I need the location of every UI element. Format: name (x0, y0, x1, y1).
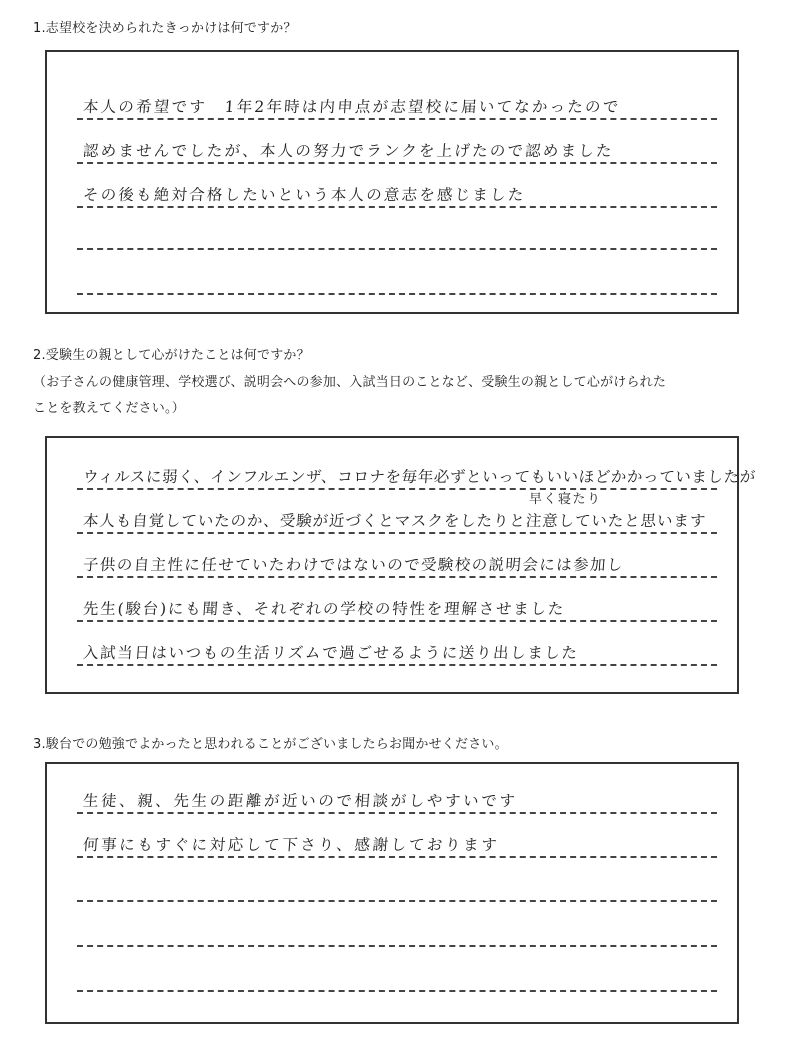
answer-line (77, 784, 717, 814)
handwritten-text: 認めませんでしたが、本人の努力でランクを上げたので認めました (82, 142, 615, 160)
question-2-title: 2.受験生の親として心がけたことは何ですか？ (33, 348, 310, 363)
question-3-title: 3.駿台での勉強でよかったと思われることがございましたらお聞かせください。 (33, 737, 508, 752)
answer-line (77, 90, 717, 120)
answer-line (77, 220, 717, 250)
answer-box-2 (45, 436, 757, 694)
answer-line (77, 872, 717, 902)
answer-line (77, 592, 717, 622)
answer-line (77, 492, 717, 534)
handwritten-text: 生徒、親、先生の距離が近いので相談がしやすいです (82, 792, 519, 810)
answer-line (77, 178, 717, 208)
answer-box-1 (45, 50, 739, 314)
question-2-note-line2: ことを教えてください。） (33, 401, 185, 416)
insertion-note: 早く寝たり (529, 492, 602, 507)
handwritten-text: 本人の希望です 1年2年時は内申点が志望校に届いてなかったので (82, 98, 622, 116)
answer-line (77, 962, 717, 992)
question-1-title: 1.志望校を決められたきっかけは何ですか？ (33, 21, 297, 36)
handwritten-text: 本人も自覚していたのか、受験が近づくとマスクをしたりと注意していたと思います (82, 512, 707, 530)
question-2-note-line1: （お子さんの健康管理、学校選び、説明会への参加、入試当日のことなど、受験生の親として心がけられた (33, 375, 667, 390)
answer-line (77, 636, 717, 666)
answer-line (77, 265, 717, 295)
answer-line (77, 548, 717, 578)
handwritten-text: 子供の自主性に任せていたわけではないので受験校の説明会には参加し (82, 556, 625, 574)
handwritten-text: 入試当日はいつもの生活リズムで過ごせるように送り出しました (82, 644, 580, 662)
handwritten-text: ウィルスに弱く、インフルエンザ、コロナを毎年必ずといってもいいほどかかっていましたが (82, 468, 757, 486)
handwritten-text: その後も絶対合格したいという本人の意志を感じました (82, 186, 527, 204)
handwritten-text: 先生(駿台)にも聞き、それぞれの学校の特性を理解させました (82, 600, 566, 618)
answer-line (77, 134, 717, 164)
answer-line (77, 828, 717, 858)
answer-line (77, 460, 757, 490)
answer-line (77, 917, 717, 947)
handwritten-text: 何事にもすぐに対応して下さり、感謝しております (82, 836, 500, 854)
answer-box-3 (45, 762, 739, 1024)
